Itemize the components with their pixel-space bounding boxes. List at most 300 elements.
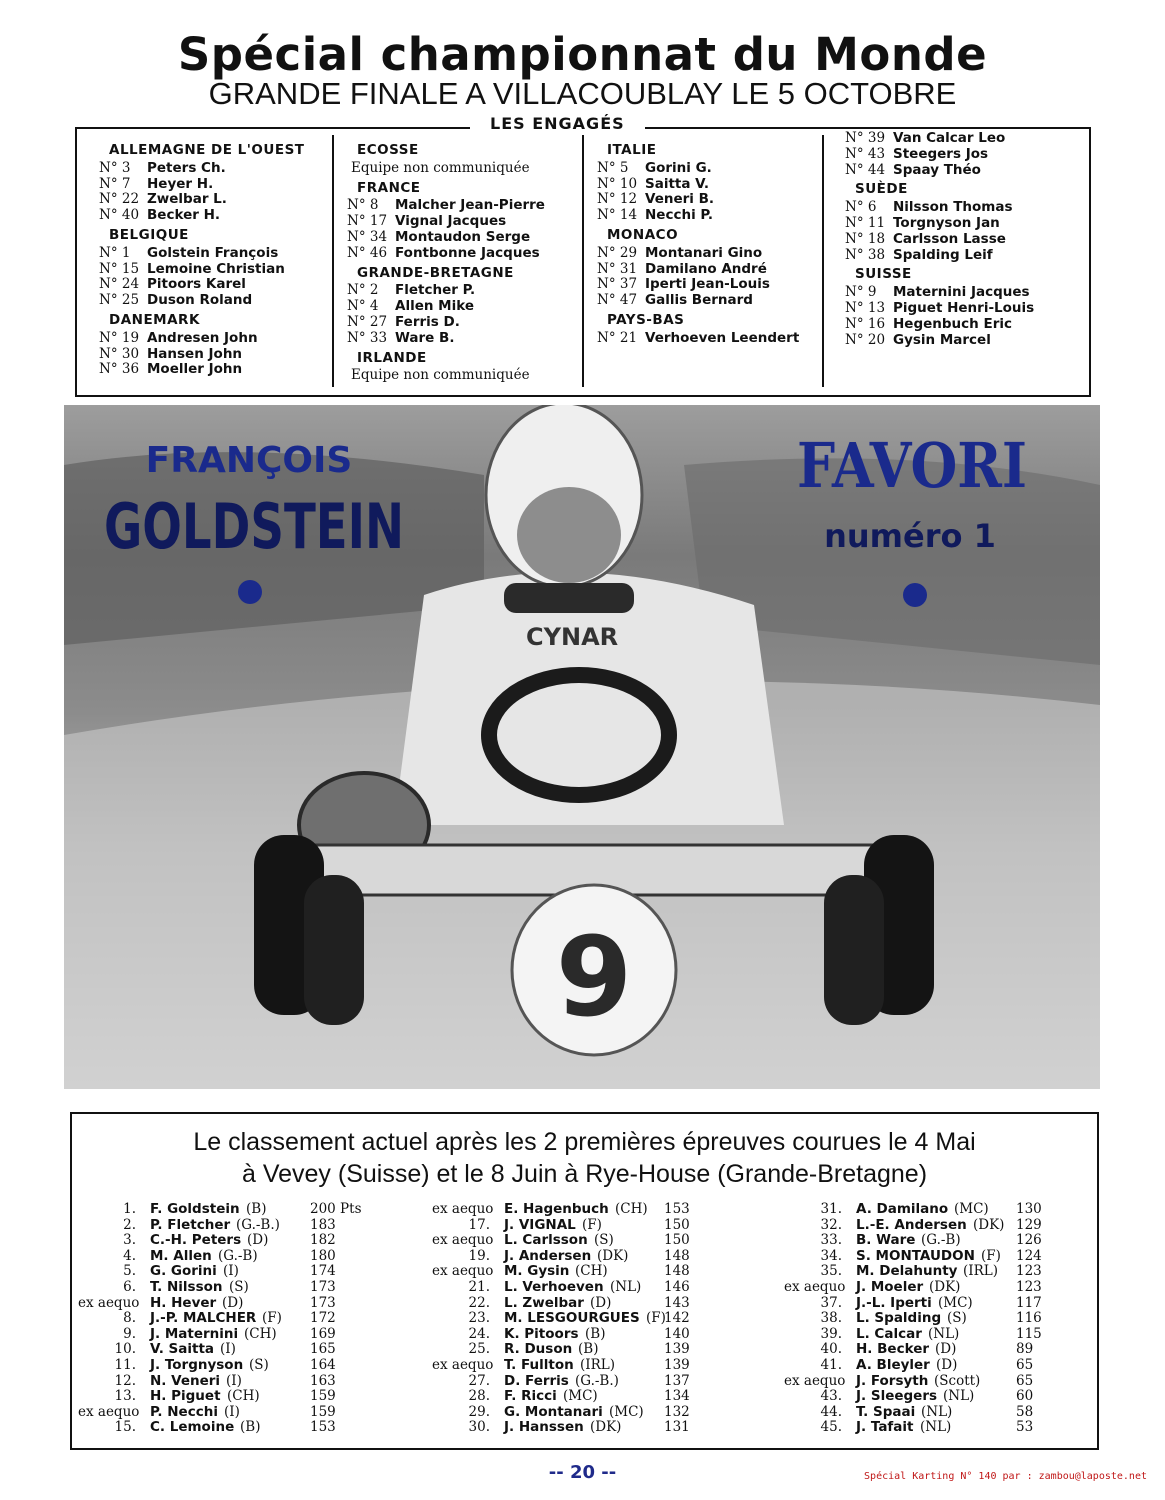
entrant-name: Van Calcar Leo	[893, 130, 1006, 146]
standing-name: H. Becker	[856, 1341, 930, 1358]
standing-country: (S)	[229, 1278, 249, 1295]
entrant-row	[845, 232, 1034, 248]
entrant-number: N° 30	[99, 345, 140, 362]
entrant-row	[347, 299, 545, 315]
entrant-row	[845, 301, 1034, 317]
standing-country: (NL)	[921, 1403, 953, 1420]
standing-points: 89	[1016, 1341, 1034, 1358]
driver-first-name: FRANÇOIS	[145, 440, 353, 481]
entrant-row	[347, 246, 545, 262]
entrant-name: Fletcher P.	[395, 282, 476, 299]
entrant-name: Torgnyson Jan	[893, 214, 1000, 231]
standing-rank: 43.	[820, 1388, 842, 1405]
engages-box	[75, 127, 1091, 397]
entrant-number: N° 38	[845, 246, 886, 263]
country-heading: ECOSSE	[357, 142, 419, 158]
entrant-name: Hansen John	[147, 345, 243, 362]
standing-name: L. Verhoeven	[504, 1278, 604, 1295]
standing-row	[432, 1358, 732, 1374]
standing-rank: 19.	[468, 1247, 490, 1264]
entrant-row	[597, 208, 799, 224]
standing-country: (D)	[247, 1232, 269, 1249]
classement-column-3	[784, 1202, 1084, 1436]
standing-row	[432, 1311, 732, 1327]
column-divider	[822, 135, 824, 387]
entrant-name: Montaudon Serge	[395, 228, 531, 245]
standing-rank: 35.	[820, 1263, 842, 1280]
standing-name: P. Necchi	[150, 1403, 218, 1420]
page-subtitle: GRANDE FINALE A VILLACOUBLAY LE 5 OCTOBRE	[208, 76, 957, 111]
standing-row	[78, 1218, 408, 1234]
standing-row	[78, 1202, 408, 1218]
entrant-number: N° 10	[597, 175, 638, 192]
standing-rank: ex aequo	[432, 1232, 494, 1249]
standing-country: (D)	[935, 1341, 957, 1358]
standing-points: 126	[1016, 1232, 1042, 1249]
entrant-name: Hegenbuch Eric	[893, 315, 1012, 332]
entrant-row	[347, 214, 545, 230]
standing-name: J. Forsyth	[856, 1372, 929, 1389]
entrant-number: N° 43	[845, 145, 886, 162]
entrant-number: N° 17	[347, 213, 388, 230]
standing-rank: 21.	[468, 1278, 490, 1295]
standing-name: R. Duson	[504, 1341, 573, 1358]
standing-name: E. Hagenbuch	[504, 1201, 609, 1217]
entrant-row	[597, 246, 799, 262]
favori-heading: FAVORI	[797, 429, 1027, 502]
entrant-number: N° 7	[99, 175, 131, 192]
entrant-name: Andresen John	[147, 329, 258, 346]
entrant-row	[845, 317, 1034, 333]
standing-country: (NL)	[928, 1325, 960, 1342]
standing-country: (G.-B.)	[575, 1372, 619, 1389]
standing-rank: 33.	[820, 1232, 842, 1249]
column-divider	[332, 135, 334, 387]
standing-name: C. Lemoine	[150, 1419, 235, 1436]
entrant-name: Ferris D.	[395, 313, 460, 330]
entrant-name: Moeller John	[147, 361, 243, 378]
standing-points: 172	[310, 1310, 336, 1327]
entrant-name: Fontbonne Jacques	[395, 244, 540, 261]
entrant-number: N° 12	[597, 191, 638, 208]
classement-title	[72, 1126, 1097, 1190]
standing-country: (DK)	[973, 1216, 1005, 1233]
entrant-row	[845, 200, 1034, 216]
standing-name: J.-P. MALCHER	[150, 1310, 257, 1327]
standing-points: 159	[310, 1403, 336, 1420]
entrant-row	[597, 331, 799, 347]
standing-name: L. Spalding	[856, 1310, 942, 1327]
standing-points: 130	[1016, 1201, 1042, 1217]
standing-country: (B)	[585, 1325, 606, 1342]
entrant-number: N° 44	[845, 161, 886, 178]
entrant-number: N° 9	[845, 284, 877, 301]
driver-last-name: GOLDSTEIN	[104, 490, 404, 563]
standing-name: A. Bleyler	[856, 1356, 930, 1373]
standing-rank: 15.	[114, 1419, 136, 1436]
standing-points: 159	[310, 1388, 336, 1405]
standing-points: 173	[310, 1294, 336, 1311]
standing-points: 65	[1016, 1372, 1034, 1389]
entrant-row	[99, 277, 305, 293]
standing-name: J. Sleegers	[856, 1388, 938, 1405]
entrant-number: N° 47	[597, 292, 638, 309]
standing-points: 139	[664, 1341, 690, 1358]
entrant-number: N° 29	[597, 244, 638, 261]
standing-country: (MC)	[938, 1294, 973, 1311]
standing-rank: 31.	[820, 1201, 842, 1217]
entrant-name: Pitoors Karel	[147, 276, 246, 293]
standing-row	[784, 1342, 1084, 1358]
standing-points: 140	[664, 1325, 690, 1342]
standing-country: (B)	[578, 1341, 599, 1358]
standing-row	[78, 1374, 408, 1390]
standing-row	[784, 1233, 1084, 1249]
engages-column-2	[347, 139, 545, 384]
classement-column-1	[78, 1202, 408, 1436]
standing-row	[784, 1389, 1084, 1405]
standing-name: L.-E. Andersen	[856, 1216, 967, 1233]
standing-country: (F)	[582, 1216, 602, 1233]
country-heading: SUISSE	[855, 266, 912, 283]
standing-points: 131	[664, 1419, 690, 1436]
standing-points: 139	[664, 1356, 690, 1373]
standing-country: (D)	[590, 1294, 612, 1311]
standing-points: 163	[310, 1372, 336, 1389]
entrant-row	[597, 262, 799, 278]
wheel-rear-right	[824, 875, 884, 1025]
country-heading: BELGIQUE	[109, 226, 189, 243]
entrant-number: N° 13	[845, 299, 886, 316]
standing-row	[432, 1342, 732, 1358]
standing-name: D. Ferris	[504, 1372, 569, 1389]
standing-row	[784, 1327, 1084, 1343]
standing-country: (IRL)	[580, 1356, 615, 1373]
entrant-number: N° 4	[347, 298, 379, 315]
country-heading: IRLANDE	[357, 349, 427, 366]
standing-row	[432, 1280, 732, 1296]
entrant-name: Iperti Jean-Louis	[645, 276, 770, 293]
sponsor-text: CYNAR	[526, 623, 619, 651]
standing-name: L. Zwelbar	[504, 1294, 584, 1311]
standing-row	[432, 1389, 732, 1405]
entrant-number: N° 3	[99, 159, 131, 176]
standing-country: (G.-B)	[218, 1247, 258, 1264]
standing-points: 146	[664, 1278, 690, 1295]
standing-rank: 4.	[123, 1247, 136, 1264]
entrant-number: N° 39	[845, 130, 886, 146]
engages-column-1	[99, 139, 305, 378]
column-divider	[582, 135, 584, 387]
entrant-name: Steegers Jos	[893, 145, 989, 162]
standing-row	[432, 1249, 732, 1265]
standing-rank: ex aequo	[78, 1294, 140, 1311]
standing-name: L. Carlsson	[504, 1232, 588, 1249]
entrant-name: Necchi P.	[645, 207, 713, 224]
standing-name: A. Damilano	[856, 1201, 949, 1217]
favori-subheading: numéro 1	[824, 517, 996, 555]
entrant-number: N° 22	[99, 191, 140, 208]
entrant-row	[845, 248, 1034, 264]
country-heading: PAYS-BAS	[607, 311, 685, 328]
standing-rank: 41.	[820, 1356, 842, 1373]
entrant-name: Veneri B.	[645, 191, 715, 208]
entrant-name: Carlsson Lasse	[893, 230, 1006, 247]
entrant-number: N° 24	[99, 276, 140, 293]
standing-row	[784, 1420, 1084, 1436]
kart-number: 9	[555, 913, 633, 1041]
entrant-number: N° 20	[845, 331, 886, 348]
entrant-row	[347, 230, 545, 246]
standing-points: 174	[310, 1263, 336, 1280]
standing-row	[78, 1280, 408, 1296]
standing-country: (B)	[240, 1419, 261, 1436]
standing-points: 182	[310, 1232, 336, 1249]
standing-rank: 1.	[123, 1201, 136, 1217]
standing-country: (I)	[223, 1263, 239, 1280]
entrant-row	[845, 147, 1034, 163]
standing-points: 164	[310, 1356, 336, 1373]
standing-name: C.-H. Peters	[150, 1232, 242, 1249]
standing-row	[78, 1264, 408, 1280]
standing-country: (DK)	[929, 1278, 961, 1295]
standing-points: 200 Pts	[310, 1201, 362, 1217]
entrant-name: Duson Roland	[147, 292, 253, 309]
country-heading: SUÈDE	[855, 181, 908, 198]
standing-points: 117	[1016, 1294, 1042, 1311]
standing-row	[432, 1327, 732, 1343]
entrant-row	[99, 362, 305, 378]
standing-rank: 25.	[468, 1341, 490, 1358]
entrant-number: N° 2	[347, 282, 379, 299]
standing-row	[784, 1202, 1084, 1218]
standing-name: N. Veneri	[150, 1372, 221, 1389]
standing-country: (DK)	[597, 1247, 629, 1264]
standing-country: (NL)	[610, 1278, 642, 1295]
standing-name: P. Fletcher	[150, 1216, 231, 1233]
standing-rank: 12.	[114, 1372, 136, 1389]
standing-name: T. Spaai	[856, 1403, 916, 1420]
standing-country: (CH)	[227, 1388, 260, 1405]
standing-name: G. Montanari	[504, 1403, 603, 1420]
standing-country: (G.-B)	[921, 1232, 961, 1249]
entrant-name: Lemoine Christian	[147, 260, 285, 277]
entrant-row	[347, 315, 545, 331]
standing-points: 150	[664, 1232, 690, 1249]
standing-name: J. Andersen	[504, 1247, 592, 1264]
standing-points: 115	[1016, 1325, 1042, 1342]
standing-rank: 8.	[123, 1310, 136, 1327]
standing-name: M. LESGOURGUES	[504, 1310, 640, 1327]
standing-country: (CH)	[575, 1263, 608, 1280]
standing-rank: 10.	[114, 1341, 136, 1358]
entrant-row	[845, 285, 1034, 301]
standing-name: F. Goldstein	[150, 1201, 240, 1217]
standing-row	[784, 1311, 1084, 1327]
entrant-name: Golstein François	[147, 244, 279, 261]
standing-points: 142	[664, 1310, 690, 1327]
kart-illustration	[64, 405, 1100, 1089]
standing-rank: ex aequo	[784, 1372, 846, 1389]
standing-row	[432, 1202, 732, 1218]
entrant-name: Nilsson Thomas	[893, 199, 1013, 216]
entrant-number: N° 14	[597, 207, 638, 224]
entrant-name: Allen Mike	[395, 298, 475, 315]
standing-country: (G.-B.)	[236, 1216, 280, 1233]
standing-rank: ex aequo	[432, 1356, 494, 1373]
standing-country: (IRL)	[963, 1263, 998, 1280]
country-heading: ITALIE	[607, 142, 657, 158]
standing-rank: 11.	[114, 1356, 136, 1373]
standing-points: 132	[664, 1403, 690, 1420]
standing-row	[784, 1296, 1084, 1312]
standing-points: 60	[1016, 1388, 1034, 1405]
entrant-number: N° 19	[99, 329, 140, 346]
face	[517, 487, 621, 583]
standing-rank: 39.	[820, 1325, 842, 1342]
country-heading: DANEMARK	[109, 311, 200, 328]
standing-rank: 3.	[123, 1232, 136, 1249]
standing-country: (MC)	[609, 1403, 644, 1420]
standing-points: 165	[310, 1341, 336, 1358]
standing-name: B. Ware	[856, 1232, 916, 1249]
entrant-number: N° 1	[99, 244, 131, 261]
standing-country: (S)	[947, 1310, 967, 1327]
entrant-row	[845, 216, 1034, 232]
entrant-number: N° 8	[347, 197, 379, 214]
standing-row	[78, 1311, 408, 1327]
standing-rank: 29.	[468, 1403, 490, 1420]
standing-row	[78, 1389, 408, 1405]
standing-country: (MC)	[563, 1388, 598, 1405]
entrant-row	[347, 283, 545, 299]
standing-points: 134	[664, 1388, 690, 1405]
standing-country: (Scott)	[934, 1372, 981, 1389]
bullet-dot	[238, 580, 262, 604]
standing-rank: 5.	[123, 1263, 136, 1280]
standing-name: S. MONTAUDON	[856, 1247, 975, 1264]
standing-row	[784, 1218, 1084, 1234]
standing-rank: ex aequo	[432, 1263, 494, 1280]
entrant-name: Heyer H.	[147, 175, 214, 192]
standing-points: 143	[664, 1294, 690, 1311]
standing-rank: 37.	[820, 1294, 842, 1311]
entrant-row	[347, 331, 545, 347]
entrant-number: N° 16	[845, 315, 886, 332]
standing-points: 148	[664, 1247, 690, 1264]
entrant-row	[99, 331, 305, 347]
standing-rank: ex aequo	[432, 1201, 494, 1217]
entrant-row	[597, 177, 799, 193]
country-heading: FRANCE	[357, 179, 421, 196]
entrant-name: Saitta V.	[645, 175, 710, 192]
entrant-row	[99, 192, 305, 208]
standing-country: (I)	[220, 1341, 236, 1358]
standing-name: L. Calcar	[856, 1325, 922, 1342]
entrant-name: Spaay Théo	[893, 161, 981, 178]
standing-country: (CH)	[615, 1201, 648, 1217]
standing-rank: 27.	[468, 1372, 490, 1389]
standing-row	[78, 1405, 408, 1421]
entrant-row	[99, 293, 305, 309]
standing-country: (CH)	[244, 1325, 277, 1342]
entrant-row	[597, 277, 799, 293]
standing-name: J.-L. Iperti	[856, 1294, 932, 1311]
entrant-number: N° 37	[597, 276, 638, 293]
entrant-row	[597, 293, 799, 309]
standing-country: (S)	[594, 1232, 614, 1249]
page-title: Spécial championnat du Monde	[177, 28, 988, 81]
standing-points: 169	[310, 1325, 336, 1342]
entrant-name: Vignal Jacques	[395, 213, 507, 230]
standing-points: 124	[1016, 1247, 1042, 1264]
entrant-number: N° 33	[347, 329, 388, 346]
entrant-number: N° 21	[597, 329, 638, 346]
entrant-row	[99, 262, 305, 278]
standing-row	[432, 1405, 732, 1421]
standing-rank: 30.	[468, 1419, 490, 1436]
standing-country: (D)	[222, 1294, 244, 1311]
entrant-row	[597, 161, 799, 177]
standing-row	[432, 1218, 732, 1234]
standing-row	[432, 1296, 732, 1312]
entrant-name: Malcher Jean-Pierre	[395, 197, 545, 214]
standing-country: (F)	[262, 1310, 282, 1327]
entrant-number: N° 31	[597, 260, 638, 277]
standing-points: 173	[310, 1278, 336, 1295]
standing-country: (NL)	[920, 1419, 952, 1436]
standing-points: 148	[664, 1263, 690, 1280]
entrant-number: N° 6	[845, 199, 877, 216]
standing-points: 183	[310, 1216, 336, 1233]
team-note: Equipe non communiquée	[351, 367, 530, 384]
standing-row	[784, 1358, 1084, 1374]
standing-rank: 38.	[820, 1310, 842, 1327]
country-heading: ALLEMAGNE DE L'OUEST	[109, 142, 305, 158]
standing-name: J. Tafait	[856, 1419, 914, 1436]
standing-points: 58	[1016, 1403, 1034, 1420]
standing-row	[432, 1374, 732, 1390]
entrant-name: Peters Ch.	[147, 159, 226, 176]
entrant-row	[845, 131, 1034, 147]
entrant-name: Montanari Gino	[645, 244, 763, 261]
standing-points: 180	[310, 1247, 336, 1264]
standing-country: (I)	[224, 1403, 240, 1420]
engages-column-4	[845, 131, 1034, 348]
standing-row	[432, 1264, 732, 1280]
standing-name: J. Moeler	[856, 1278, 924, 1295]
team-note: Equipe non communiquée	[351, 159, 530, 176]
classement-box	[70, 1112, 1099, 1450]
standing-rank: 40.	[820, 1341, 842, 1358]
standing-points: 129	[1016, 1216, 1042, 1233]
standing-row	[78, 1342, 408, 1358]
entrant-number: N° 46	[347, 244, 388, 261]
entrant-row	[597, 192, 799, 208]
standing-name: M. Gysin	[504, 1263, 570, 1280]
entrant-row	[99, 208, 305, 224]
standing-points: 53	[1016, 1419, 1034, 1436]
standing-row	[784, 1280, 1084, 1296]
standing-rank: 45.	[820, 1419, 842, 1436]
entrant-number: N° 11	[845, 214, 886, 231]
standing-rank: 44.	[820, 1403, 842, 1420]
entrant-name: Verhoeven Leendert	[645, 329, 800, 346]
standing-points: 123	[1016, 1263, 1042, 1280]
standing-country: (S)	[249, 1356, 269, 1373]
standing-row	[78, 1358, 408, 1374]
standing-rank: 32.	[820, 1216, 842, 1233]
